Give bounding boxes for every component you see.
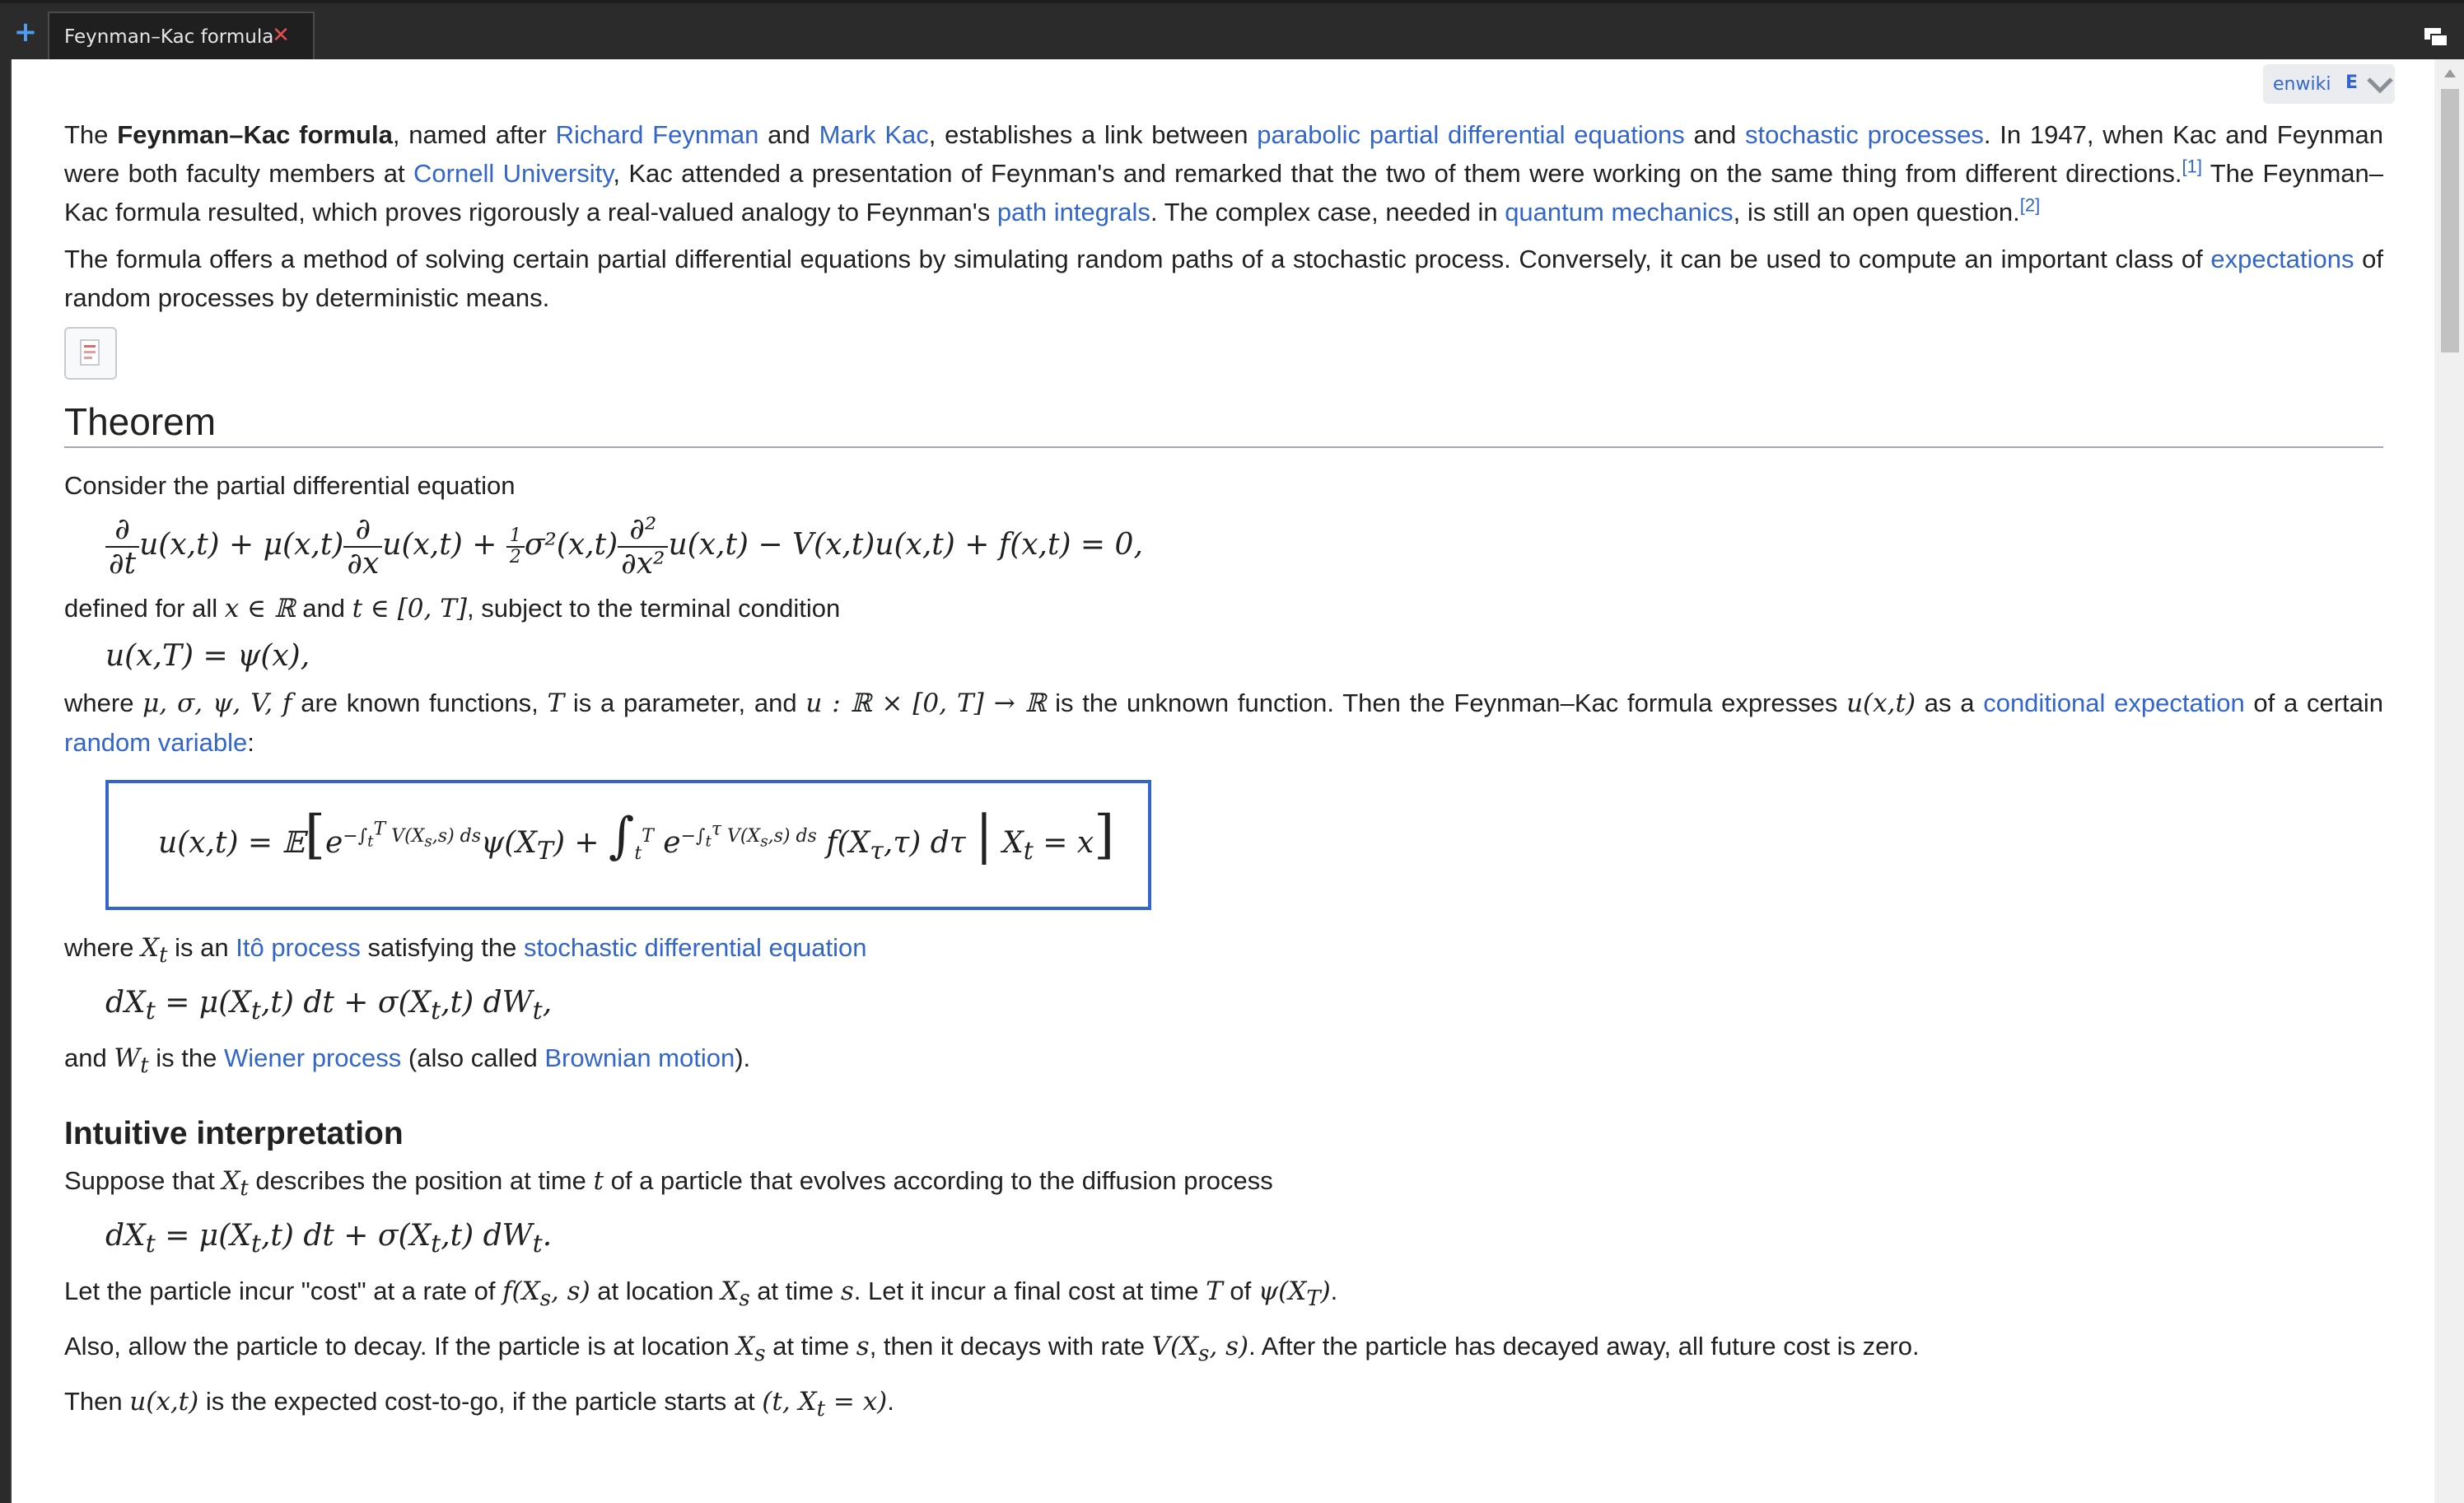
text: . In 1947, when Kac and Feynman were both faculty members at	[64, 120, 2383, 188]
link-mark-kac[interactable]: Mark Kac	[819, 120, 929, 149]
source-label: enwiki	[2273, 74, 2331, 95]
text: is the expected cost-to-go, if the particle starts at	[198, 1387, 763, 1417]
link-sde[interactable]: stochastic differential equation	[524, 933, 867, 962]
text: satisfying the	[360, 933, 525, 962]
intuitive-sentence-4: Then u(x,t) is the expected cost-to-go, if the particle starts at (t, $X_t = x$).	[64, 1387, 894, 1422]
tab-bar	[0, 0, 2464, 59]
source-badge[interactable]	[2263, 64, 2395, 104]
text: is an	[167, 933, 236, 962]
text: is a parameter, and	[564, 688, 806, 717]
link-random-variable[interactable]: random variable	[64, 728, 248, 757]
text: ).	[735, 1043, 751, 1073]
link-richard-feynman[interactable]: Richard Feynman	[555, 120, 759, 149]
text: . After the particle has decayed away, all future cost is zero.	[1248, 1332, 1920, 1361]
reference-1[interactable]: [1]	[2182, 156, 2202, 177]
link-parabolic-pde[interactable]: parabolic partial differential equations	[1257, 120, 1685, 149]
text: , is still an open question.	[1733, 198, 2020, 226]
theorem-defined: defined for all x ∈ ℝ and t ∈ [0, T], subject to the terminal condition	[64, 594, 841, 623]
text: , then it decays with rate	[869, 1332, 1152, 1361]
link-conditional-expectation[interactable]: conditional expectation	[1983, 688, 2245, 717]
link-path-integrals[interactable]: path integrals	[996, 198, 1150, 226]
text: of a particle that evolves according to the diffusion process	[603, 1165, 1273, 1195]
text: Suppose that	[64, 1165, 222, 1195]
text: Then	[64, 1387, 130, 1417]
text: where	[64, 688, 143, 717]
text: as a	[1916, 688, 1984, 717]
text: at time	[765, 1332, 856, 1361]
new-tab-plus-icon[interactable]: +	[13, 16, 38, 49]
equation-diffusion: $dX_t = \mu(X_t,t)$ dt + $\sigma(X_t,t)$ $dW_t$.	[105, 1218, 553, 1258]
link-brownian-motion[interactable]: Brownian motion	[544, 1043, 735, 1073]
link-cornell[interactable]: Cornell University	[413, 159, 614, 188]
text: of	[1222, 1276, 1258, 1305]
text: is the	[148, 1043, 224, 1073]
tab-feynman-kac[interactable]	[48, 12, 315, 63]
text: .	[887, 1387, 894, 1417]
text: are known functions,	[292, 688, 548, 717]
text: and	[64, 1043, 114, 1073]
theorem-where: where μ, σ, ψ, V, f are known functions, T is a parameter, and u : ℝ × [0, T] → ℝ is the unknown function. Then the Feynman–Kac formula expresses u(x,t) as a conditional expectation of a certain random variable:	[64, 688, 2384, 757]
text: . The complex case, needed in	[1150, 198, 1505, 226]
text: , establishes a link between	[928, 120, 1258, 149]
text: The Feynman–Kac formula resulted, which proves rigorously a real-valued analogy to Feynman's	[64, 159, 2384, 226]
chevron-down-icon[interactable]	[2364, 71, 2396, 97]
text: , Kac attended a presentation of Feynman's and remarked that the two of them were working on the same thing from different directions.	[613, 159, 2182, 188]
text: , subject to the terminal condition	[467, 594, 841, 623]
intuitive-sentence-3: Also, allow the particle to decay. If the particle is at location $X_s$ at time s, then it decays with rate $V(X_s$, s). After the particle has decayed away, all future cost is zero.	[64, 1332, 1920, 1367]
window-switch-icon[interactable]	[2423, 26, 2449, 51]
text: at time	[749, 1276, 841, 1305]
text: .	[1330, 1276, 1338, 1305]
text: Also, allow the particle to decay. If the particle is at location	[64, 1332, 737, 1361]
link-quantum-mechanics[interactable]: quantum mechanics	[1505, 198, 1734, 226]
theorem-ito: where $X_t$ is an Itô process satisfying the stochastic differential equation	[64, 933, 867, 969]
vertical-scrollbar[interactable]	[2434, 59, 2464, 1503]
document-icon[interactable]	[64, 327, 117, 380]
equation-terminal-condition: u(x,T) = ψ(x),	[105, 639, 310, 673]
equation-pde: $\frac{\partial}{\partial t}$ u(x,t) + μ(x,t) $\frac{\partial}{\partial x}$ u(x,t) + $\frac{1}{2}$ σ²(x,t) $\frac{\text{∂²}}{\text{∂x²}}$ u(x,t) − V(x,t)u(x,t) + f(x,t) = 0,	[105, 513, 2383, 581]
link-ito-process[interactable]: Itô process	[236, 933, 361, 962]
text: The	[64, 120, 118, 149]
text: The formula offers a method of solving certain partial differential equations by simulating random paths of a stochastic process. Conversely, it can be used to compute an important class of	[64, 245, 2211, 273]
text: (also called	[401, 1043, 545, 1073]
text: . Let it incur a final cost at time	[853, 1276, 1206, 1305]
theorem-consider: Consider the partial differential equation	[64, 471, 516, 500]
language-letter: E	[2345, 72, 2359, 93]
equation-feynman-kac-boxed: $u(x,t) = 𝔼[e^{-\int_t^T V(X_s,s) ds}\psi(X_T) + \int_t^T$ $e^{-\int_t^\tau V(X_s,s) ds}$ $f(X_\tau,\tau)$ dτ | $X_t = x$]	[105, 780, 1151, 910]
text: :	[247, 728, 254, 757]
article-viewport[interactable]	[10, 59, 2436, 1503]
text: Let the particle incur "cost" at a rate of	[64, 1276, 503, 1305]
scrollbar-thumb[interactable]	[2441, 89, 2459, 352]
text: is the unknown function. Then the Feynman–Kac formula expresses	[1046, 688, 1847, 717]
heading-theorem: Theorem	[64, 403, 2383, 448]
intuitive-sentence-1: Suppose that $X_t$ describes the position at time t of a particle that evolves according to the diffusion process	[64, 1165, 1273, 1201]
text: of random processes by deterministic means.	[64, 245, 2383, 312]
intro-paragraph-1	[64, 115, 2383, 231]
tab-close-icon[interactable]: ✕	[272, 23, 290, 48]
reference-2[interactable]: [2]	[2019, 194, 2041, 216]
link-wiener-process[interactable]: Wiener process	[223, 1043, 402, 1073]
article-subject: Feynman–Kac formula	[117, 120, 393, 149]
article-body	[64, 115, 2383, 1438]
text: describes the position at time	[248, 1165, 594, 1195]
text: at location	[590, 1276, 721, 1305]
scroll-up-icon[interactable]	[2444, 69, 2456, 77]
heading-intuitive-interpretation: Intuitive interpretation	[64, 1115, 404, 1151]
text: defined for all	[64, 594, 225, 623]
intuitive-sentence-2: Let the particle incur "cost" at a rate of $f(X_s$, s) at location $X_s$ at time s. Let it incur a final cost at time T of $\psi(X_T)$.	[64, 1276, 1338, 1312]
intro-paragraph-2	[64, 240, 2383, 317]
text: where	[64, 933, 142, 962]
text: of a certain	[2244, 688, 2384, 717]
theorem-wiener: and $W_t$ is the Wiener process (also called Brownian motion).	[64, 1043, 751, 1079]
link-stochastic-processes[interactable]: stochastic processes	[1744, 120, 1984, 149]
text: and	[758, 120, 819, 149]
link-expectations[interactable]: expectations	[2210, 245, 2354, 273]
tab-title: Feynman–Kac formula	[64, 26, 274, 48]
text: and	[1684, 120, 1745, 149]
text: and	[295, 594, 352, 623]
equation-sde: $dX_t = \mu(X_t,t)$ dt + $\sigma(X_t,t)$ $dW_t$,	[105, 986, 553, 1026]
text: , named after	[392, 120, 556, 149]
